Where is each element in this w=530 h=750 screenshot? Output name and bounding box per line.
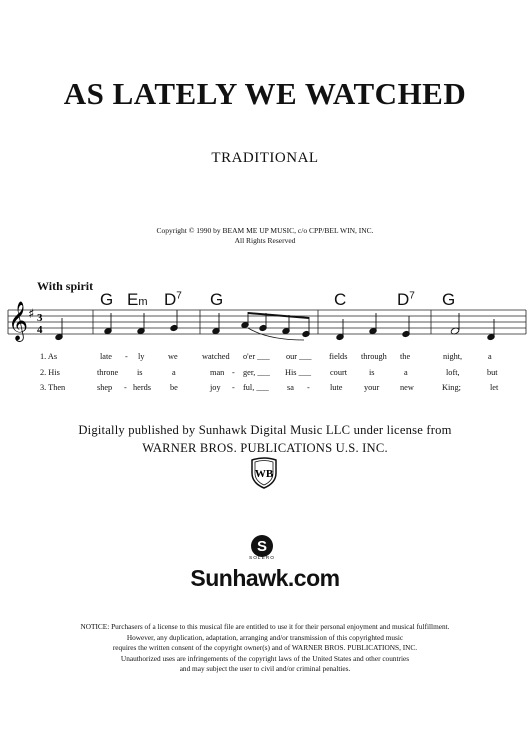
notice-line: requires the written consent of the copyright owner(s) and of WARNER BROS. PUBLICATIONS, INC. [112,643,418,653]
lyric-syllable: o'er ___ [243,352,270,361]
lyric-syllable: night, [443,352,463,361]
lyric-syllable: court [330,368,348,377]
lyric-syllable: His ___ [285,368,312,377]
notice-line: NOTICE: Purchasers of a license to this musical file are entitled to use it for their personal enjoyment and musical fulfillment. [80,622,450,631]
lyric-syllable: your [364,383,380,392]
lyric-syllable: sa [287,383,294,392]
lyric-syllable: is [369,368,375,377]
solero-letter: S [256,538,268,555]
lyric-syllable: we [168,352,178,361]
tempo-marking: With spirit [37,279,94,293]
lyric-syllable: lute [330,383,343,392]
lyric-syllable: 3. Then [40,383,66,392]
lyric-syllable: ful, ___ [243,383,269,392]
lyric-syllable: 1. As [40,352,58,361]
lyric-syllable: - [232,368,235,377]
publisher-line: Digitally published by Sunhawk Digital Music LLC under license from [78,423,452,437]
lyric-syllable: shep [97,383,113,392]
lyric-syllable: a [404,368,408,377]
publisher-line: WARNER BROS. PUBLICATIONS U.S. INC. [142,441,388,455]
lyric-syllable: through [361,352,387,361]
chord-symbol: G [442,290,456,309]
notice-line: Unauthorized uses are infringements of the copyright laws of the United States and other countries [120,653,410,663]
chord-symbol: $D^7$ [397,290,415,309]
lyric-syllable: ger, ___ [243,368,270,377]
solero-logo-icon [242,534,282,558]
lyric-syllable: be [170,383,178,392]
lyric-syllable: our ___ [286,352,312,361]
lyric-syllable: throne [97,368,119,377]
publisher-credit [0,421,530,457]
notice-line: and may subject the user to civil and/or criminal penalties. [179,664,351,674]
lyric-syllable: - [124,383,127,392]
lyric-syllable: herds [133,383,151,392]
treble-clef-icon: 𝄞 [8,301,29,341]
song-title: AS LATELY WE WATCHED [63,76,467,111]
lyric-syllable: but [487,368,498,377]
lyric-syllable: new [400,383,414,392]
warner-bros-shield-icon [250,457,278,489]
notice-line: However, any duplication, adaptation, arranging and/or transmission of this copyrighted music [126,632,404,642]
time-signature-top: 3 [37,312,43,324]
sharp-icon: ♯ [28,307,35,322]
solero-label: SOLERO [249,556,275,561]
chord-symbol: G [210,290,224,309]
lyric-syllable: fields [329,352,348,361]
lyric-syllable: King; [442,383,461,392]
license-notice [0,622,530,675]
lyric-syllable: let [490,383,499,392]
lyric-syllable: a [172,368,176,377]
lyric-syllable: 2. His [40,368,60,377]
sunhawk-link[interactable]: Sunhawk.com [190,565,340,591]
composer-credit: TRADITIONAL [211,150,319,166]
lyric-syllable: loft, [446,368,460,377]
lyric-syllable: the [400,352,411,361]
wb-logo-text: WB [254,468,274,480]
chord-symbol: G [100,290,114,309]
lyric-syllable: - [307,383,310,392]
lyric-syllable: joy [210,383,221,392]
chord-symbol: Em [127,290,148,309]
rights-line: All Rights Reserved [234,236,296,245]
lyric-syllable: a [488,352,492,361]
lyric-syllable: - [125,352,128,361]
chord-symbol: $D^7$ [164,290,182,309]
lyric-syllable: ly [138,352,145,361]
time-signature-bottom: 4 [37,324,43,336]
chord-symbol: C [334,290,347,309]
copyright-line: Copyright © 1990 by BEAM ME UP MUSIC, c/o CPP/BEL WIN, INC. [156,226,374,235]
lyric-syllable: watched [202,352,230,361]
lyric-syllable: man [210,368,225,377]
copyright-notice [0,226,530,246]
lyric-syllable: is [137,368,143,377]
lyric-syllable: late [100,352,112,361]
lyric-syllable: - [232,383,235,392]
music-staff [0,300,530,350]
beam [248,312,309,319]
